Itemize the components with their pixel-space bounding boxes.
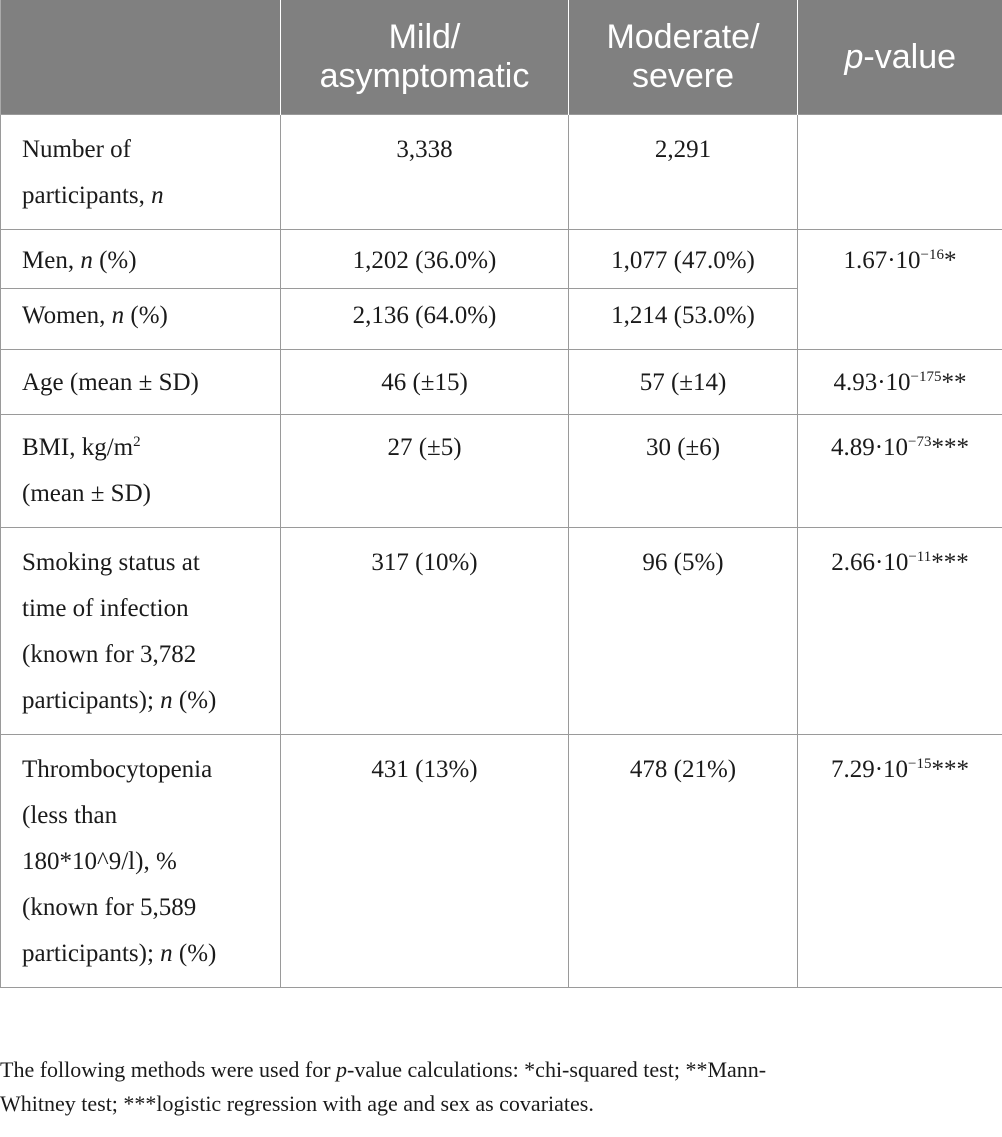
table-row-participants	[1, 115, 1002, 230]
p-exponent: −11	[908, 549, 932, 565]
header-mild-line2: asymptomatic	[319, 57, 530, 95]
label-n-italic: n	[160, 687, 173, 714]
label-line: Thrombocytopenia	[22, 756, 213, 783]
row-label-thrombocytopenia	[1, 735, 281, 988]
label-text: (%)	[124, 302, 168, 329]
p-exponent: −16	[920, 247, 945, 263]
header-mild	[281, 0, 569, 115]
cell-p-sex	[798, 230, 1002, 350]
p-exponent: −15	[908, 756, 932, 772]
table-row-bmi	[1, 415, 1002, 528]
p-base: 4.89·10	[830, 434, 909, 461]
label-n-italic: n	[80, 247, 93, 274]
row-label-participants	[1, 115, 281, 230]
label-line: (known for 3,782	[22, 641, 197, 668]
label-text: Men,	[22, 247, 81, 274]
row-label-bmi	[1, 415, 281, 528]
p-exponent: −73	[908, 434, 932, 450]
header-moderate-line1: Moderate/	[606, 18, 760, 56]
header-moderate-line2: severe	[631, 57, 735, 95]
table-row-thrombocytopenia	[1, 735, 1002, 988]
table-footnote	[0, 1053, 1002, 1121]
cell-p-smoking	[798, 528, 1002, 735]
footnote-p-italic: p	[336, 1057, 348, 1082]
p-base: 7.29·10	[830, 756, 909, 783]
cell-p-participants	[798, 115, 1002, 230]
footnote-text: -value calculations: *chi-squared test; **Mann-	[347, 1057, 767, 1082]
header-moderate	[569, 0, 798, 115]
cell-moderate-smoking: 96 (5%)	[569, 528, 798, 735]
header-empty-cell	[1, 0, 281, 115]
row-label-women	[1, 289, 281, 350]
label-text: (%)	[172, 687, 217, 714]
footnote-text: The following methods were used for	[0, 1057, 337, 1082]
cell-mild-women: 2,136 (64.0%)	[281, 289, 569, 350]
table-row-men	[1, 230, 1002, 289]
label-line: time of infection	[22, 595, 189, 622]
header-mild-line1: Mild/	[388, 18, 461, 56]
label-line: (known for 5,589	[22, 894, 197, 921]
p-base: 2.66·10	[831, 549, 909, 576]
p-mark: ***	[931, 756, 970, 783]
p-mark: ***	[931, 434, 970, 461]
label-line: participants);	[22, 940, 161, 967]
cell-moderate-participants: 2,291	[569, 115, 798, 230]
row-label-smoking	[1, 528, 281, 735]
row-label-men	[1, 230, 281, 289]
table-row-age	[1, 350, 1002, 415]
row-label-age: Age (mean ± SD)	[1, 350, 281, 415]
cell-mild-age: 46 (±15)	[281, 350, 569, 415]
p-mark: **	[941, 369, 967, 396]
label-line: 180*10^9/l), %	[22, 848, 177, 875]
cell-p-bmi	[798, 415, 1002, 528]
cell-mild-thrombocytopenia: 431 (13%)	[281, 735, 569, 988]
p-base: 1.67·10	[843, 247, 921, 274]
cell-moderate-thrombocytopenia: 478 (21%)	[569, 735, 798, 988]
header-pvalue	[798, 0, 1002, 115]
header-pvalue-rest: -value	[863, 37, 957, 76]
label-line: participants,	[22, 182, 152, 209]
p-mark: ***	[931, 549, 969, 576]
header-row	[1, 0, 1002, 115]
label-line: Smoking status at	[22, 549, 200, 576]
cell-p-age	[798, 350, 1002, 415]
label-line: participants);	[22, 687, 161, 714]
label-text: BMI, kg/m	[22, 434, 134, 461]
label-line: Number of	[22, 136, 131, 163]
label-n-italic: n	[151, 182, 164, 209]
label-sup: 2	[133, 434, 141, 450]
cell-moderate-women: 1,214 (53.0%)	[569, 289, 798, 350]
table-row-smoking	[1, 528, 1002, 735]
cell-mild-participants: 3,338	[281, 115, 569, 230]
label-text: (mean ± SD)	[22, 480, 151, 507]
cell-moderate-men: 1,077 (47.0%)	[569, 230, 798, 289]
label-n-italic: n	[111, 302, 125, 329]
p-exponent: −175	[910, 369, 942, 385]
cell-p-thrombocytopenia	[798, 735, 1002, 988]
cell-mild-smoking: 317 (10%)	[281, 528, 569, 735]
cell-moderate-age: 57 (±14)	[569, 350, 798, 415]
label-text: (%)	[172, 940, 217, 967]
cell-mild-men: 1,202 (36.0%)	[281, 230, 569, 289]
label-line: (less than	[22, 802, 118, 829]
label-text: Women,	[22, 302, 112, 329]
header-p-italic: p	[844, 37, 864, 76]
label-n-italic: n	[160, 940, 173, 967]
footnote-line2: Whitney test; ***logistic regression with age and sex as covariates.	[0, 1091, 594, 1116]
p-base: 4.93·10	[833, 369, 911, 396]
p-mark: *	[944, 247, 957, 274]
cell-mild-bmi: 27 (±5)	[281, 415, 569, 528]
cell-moderate-bmi: 30 (±6)	[569, 415, 798, 528]
label-text: (%)	[92, 247, 137, 274]
